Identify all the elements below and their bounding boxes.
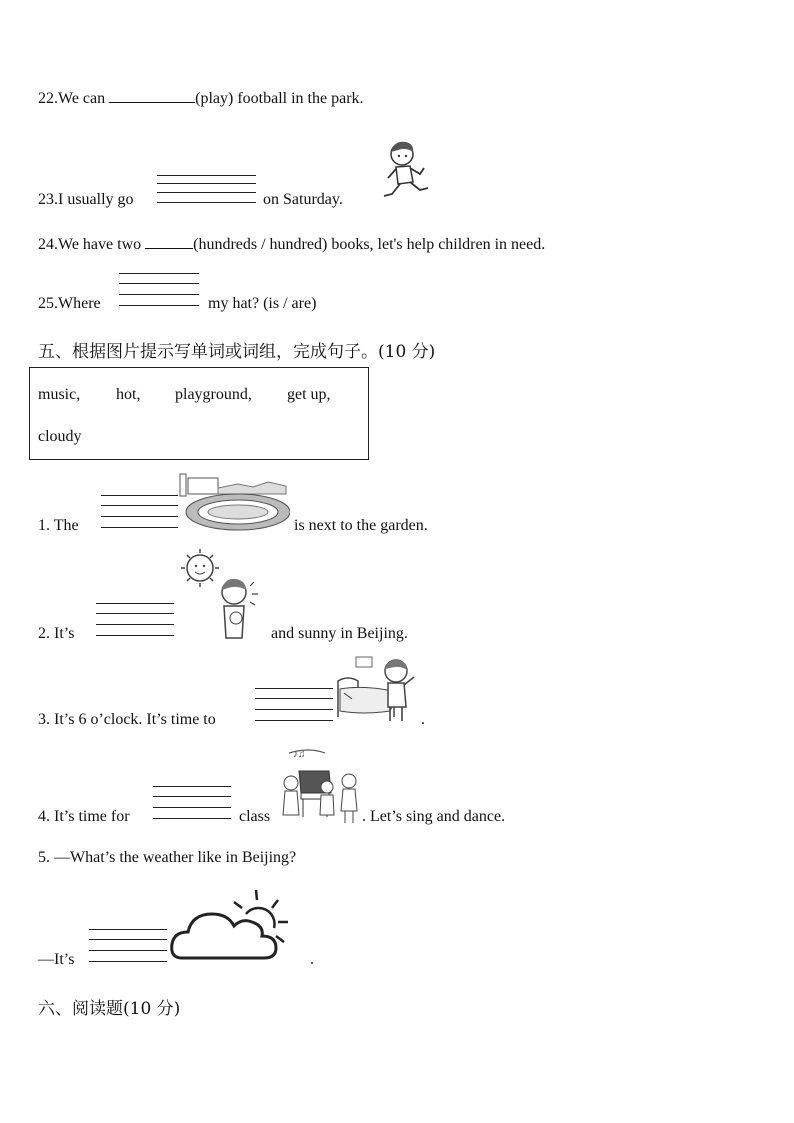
question-25 — [38, 295, 101, 313]
q22-prefix: We can — [58, 90, 106, 107]
item-2-prefix: 2. It’s — [38, 625, 75, 642]
music-class-icon — [279, 745, 361, 827]
word-bank — [29, 367, 369, 460]
svg-text:♪♫: ♪♫ — [293, 749, 306, 760]
q24-prefix: We have two — [58, 236, 142, 253]
q22-answer-blank[interactable] — [109, 88, 195, 103]
item-5-suffix: . — [310, 951, 314, 968]
item-3-suffix: . — [421, 711, 425, 728]
word-get-up: get up, — [287, 386, 331, 403]
item-4-middle: class — [239, 808, 271, 825]
question-22 — [38, 88, 364, 108]
q23-suffix: on Saturday. — [263, 191, 343, 208]
section-5-title: 五、根据图片提示写单词或词组，完成句子。(10 分) — [38, 342, 436, 362]
word-music: music, — [38, 386, 81, 403]
q25-prefix: Where — [58, 295, 101, 312]
item-1-suffix: is next to the garden. — [294, 517, 428, 534]
question-24 — [38, 234, 545, 254]
item-4-prefix: 4. It’s time for — [38, 808, 130, 825]
question-23 — [38, 191, 134, 209]
item-5-question: 5. —What’s the weather like in Beijing? — [38, 849, 297, 866]
q24-suffix: (hundreds / hundred) books, let's help children in need. — [193, 236, 546, 253]
item-3-answer-lines[interactable] — [255, 688, 333, 722]
item-1-answer-lines[interactable] — [101, 495, 178, 529]
word-playground: playground, — [175, 386, 252, 403]
q25-suffix: my hat? (is / are) — [208, 295, 317, 312]
hot-sun-icon — [176, 548, 268, 642]
item-1-prefix: 1. The — [38, 517, 79, 534]
q23-prefix: I usually go — [58, 191, 134, 208]
q24-number: 24. — [38, 236, 58, 253]
item-2-answer-lines[interactable] — [96, 603, 174, 637]
q23-number: 23. — [38, 191, 58, 208]
item-4-answer-lines[interactable] — [153, 786, 231, 820]
item-5-prefix: —It’s — [38, 951, 75, 968]
q23-answer-lines[interactable] — [157, 175, 256, 205]
q25-answer-lines[interactable] — [119, 273, 199, 307]
q25-number: 25. — [38, 295, 58, 312]
item-4-suffix: . Let’s sing and dance. — [362, 808, 506, 825]
section-6-title: 六、阅读题(10 分) — [38, 999, 181, 1019]
item-5-answer-lines[interactable] — [89, 929, 167, 963]
item-3-prefix: 3. It’s 6 o’clock. It’s time to — [38, 711, 216, 728]
playground-icon — [178, 472, 290, 534]
word-hot: hot, — [116, 386, 141, 403]
word-cloudy: cloudy — [38, 428, 82, 445]
get-up-bed-icon — [334, 655, 420, 723]
q22-suffix: (play) football in the park. — [195, 90, 364, 107]
q22-number: 22. — [38, 90, 58, 107]
item-2-suffix: and sunny in Beijing. — [271, 625, 408, 642]
running-boy-icon — [380, 138, 436, 206]
q24-answer-blank[interactable] — [145, 234, 193, 249]
cloudy-sun-icon — [168, 888, 298, 964]
